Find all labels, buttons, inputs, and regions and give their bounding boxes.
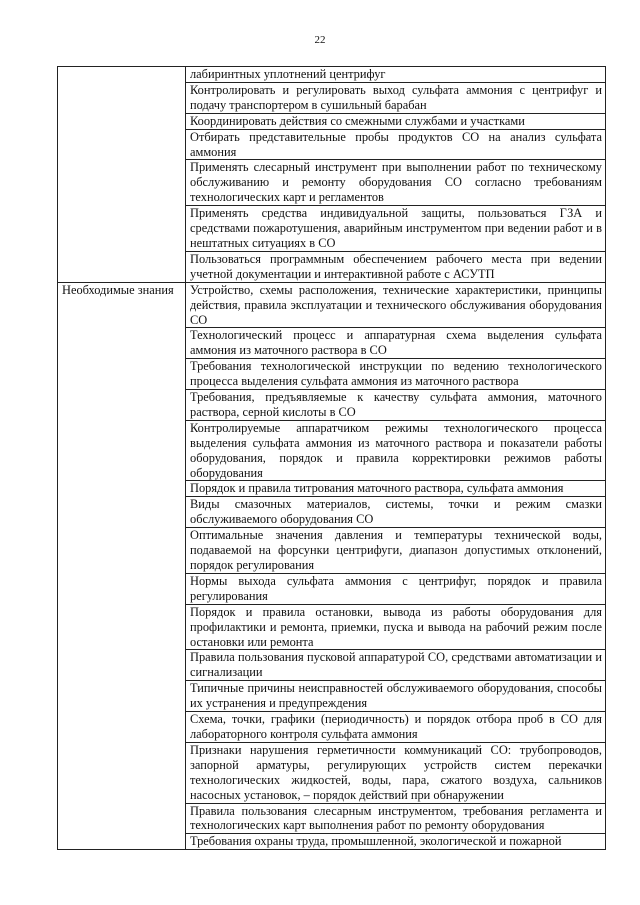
requirement-text-cell: Контролировать и регулировать выход сульфата аммония с центрифуг и подачу транспортером в сушильный барабан	[186, 82, 606, 113]
requirement-text-cell: Правила пользования пусковой аппаратурой СО, средствами автоматизации и сигнализации	[186, 650, 606, 681]
requirement-text-cell: Правила пользования слесарным инструментом, требования регламента и технологических карт выполнения работ по ремонту оборудования	[186, 803, 606, 834]
table-row	[58, 282, 606, 328]
requirement-text-cell: Виды смазочных материалов, системы, точки и режим смазки обслуживаемого оборудования СО	[186, 497, 606, 528]
requirement-text-cell: Применять слесарный инструмент при выполнении работ по техническому обслуживанию и ремонту оборудования СО согласно требованиям технологических карт и регламентов	[186, 160, 606, 206]
requirement-text-cell: Требования охраны труда, промышленной, экологической и пожарной	[186, 834, 606, 850]
requirement-text-cell: Требования технологической инструкции по ведению технологического процесса выделения сульфата аммония из маточного раствора	[186, 359, 606, 390]
requirement-text-cell: Порядок и правила остановки, вывода из работы оборудования для профилактики и ремонта, приемки, пуска и вывода на рабочий режим после остановки или ремонта	[186, 604, 606, 650]
requirement-text-cell: Координировать действия со смежными службами и участками	[186, 113, 606, 129]
requirement-text-cell: Типичные причины неисправностей обслуживаемого оборудования, способы их устранения и предупреждения	[186, 681, 606, 712]
requirement-text-cell: Нормы выхода сульфата аммония с центрифуг, порядок и правила регулирования	[186, 573, 606, 604]
requirement-text-cell: Применять средства индивидуальной защиты, пользоваться ГЗА и средствами пожаротушения, аварийным инструментом при ведении работ и в нештатных ситуациях в СО	[186, 206, 606, 252]
requirement-text-cell: Требования, предъявляемые к качеству сульфата аммония, маточного раствора, серной кислоты в СО	[186, 390, 606, 421]
requirement-text-cell: Схема, точки, графики (периодичность) и порядок отбора проб в СО для лабораторного контроля сульфата аммония	[186, 712, 606, 743]
table-row	[58, 67, 606, 83]
requirement-text-cell: Технологический процесс и аппаратурная схема выделения сульфата аммония из маточного раствора в СО	[186, 328, 606, 359]
section-label-cell	[58, 67, 186, 283]
requirement-text-cell: Устройство, схемы расположения, технические характеристики, принципы действия, правила эксплуатации и технического обслуживания оборудования СО	[186, 282, 606, 328]
page-number: 22	[314, 34, 326, 46]
requirement-text-cell: Пользоваться программным обеспечением рабочего места при ведении учетной документации и интерактивной работе с АСУТП	[186, 251, 606, 282]
requirement-text-cell: Порядок и правила титрования маточного раствора, сульфата аммония	[186, 481, 606, 497]
requirement-text-cell: Отбирать представительные пробы продуктов СО на анализ сульфата аммония	[186, 129, 606, 160]
requirement-text-cell: лабиринтных уплотнений центрифуг	[186, 67, 606, 83]
requirement-text-cell: Признаки нарушения герметичности коммуникаций СО: трубопроводов, запорной арматуры, регулирующих устройств систем перекачки технологических жидкостей, воды, пара, сжатого воздуха, сальников насосных установок, – порядок действий при обнаружении	[186, 742, 606, 803]
section-label-cell: Необходимые знания	[58, 282, 186, 850]
requirement-text-cell: Оптимальные значения давления и температуры технической воды, подаваемой на форсунки центрифуги, диапазон допустимых отклонений, порядок регулирования	[186, 528, 606, 574]
requirement-text-cell: Контролируемые аппаратчиком режимы технологического процесса выделения сульфата аммония из маточного раствора и показатели работы оборудования, порядок и правила корректировки режимов работы оборудования	[186, 420, 606, 481]
requirements-table-body	[58, 67, 606, 850]
requirements-table	[57, 66, 606, 850]
